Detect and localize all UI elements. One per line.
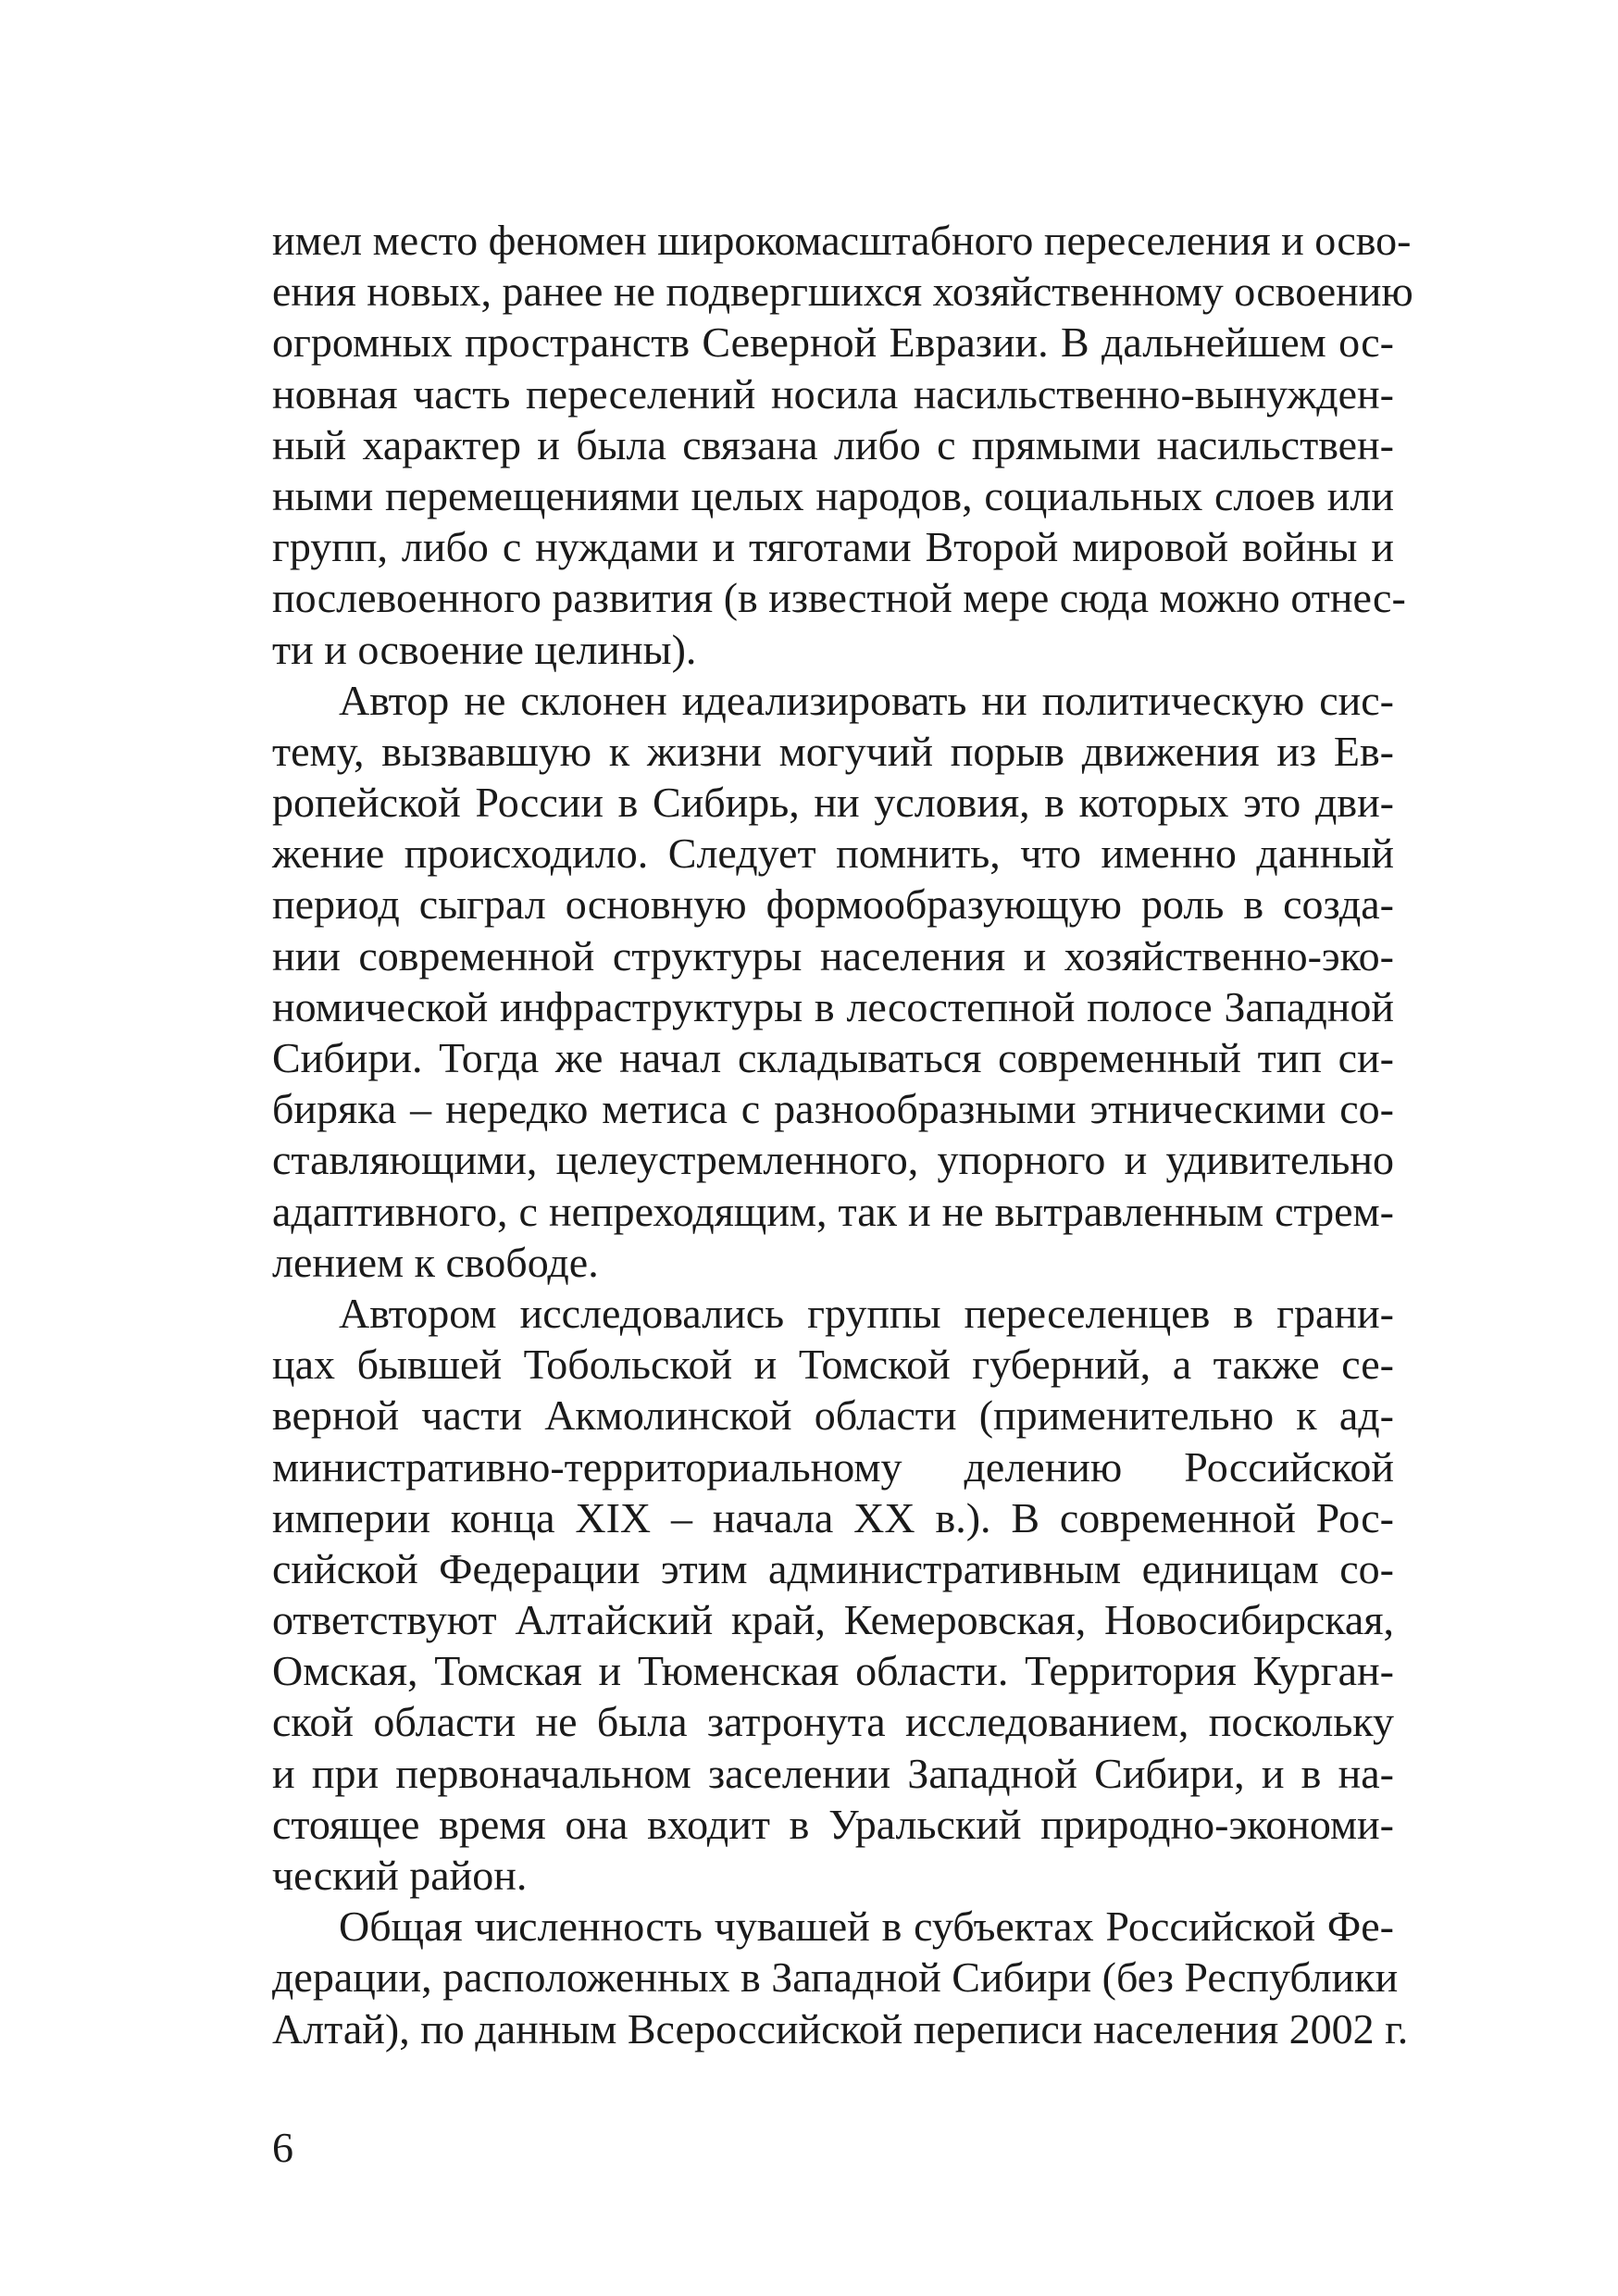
text-line: групп, либо с нуждами и тяготами Второй мировой войны и (272, 523, 1394, 571)
page-body (272, 215, 1413, 2054)
text-line: новная часть переселений носила насильственно-вынужден- (272, 369, 1394, 418)
text-line: биряка – нередко метиса с разнообразными этническими со- (272, 1085, 1394, 1133)
text-line: ти и освоение целины). (272, 625, 697, 673)
text-line: ответствуют Алтайский край, Кемеровская, Новосибирская, (272, 1596, 1394, 1644)
text-line: адаптивного, с непреходящим, так и не вытравленным стрем- (272, 1187, 1394, 1235)
paragraph-2 (272, 675, 1394, 1288)
page-number: 6 (272, 2124, 293, 2171)
text-line: период сыграл основную формообразующую роль в созда- (272, 880, 1394, 929)
text-line: Общая численность чувашей в субъектах Российской Фе- (339, 1903, 1394, 1951)
text-line: жение происходило. Следует помнить, что именно данный (272, 830, 1394, 878)
text-line: огромных пространств Северной Евразии. В дальнейшем ос- (272, 318, 1394, 367)
text-line: Автор не склонен идеализировать ни политическую сис- (339, 676, 1394, 724)
text-line: стоящее время она входит в Уральский природно-экономи- (272, 1800, 1394, 1848)
paragraph-4 (272, 1901, 1409, 2054)
text-line: верной части Акмолинской области (применительно к ад- (272, 1391, 1394, 1440)
text-line: ставляющими, целеустремленного, упорного и удивительно (272, 1136, 1394, 1184)
text-line: цах бывшей Тобольской и Томской губерний, а также се- (272, 1341, 1394, 1389)
text-line: послевоенного развития (в известной мере сюда можно отнес- (272, 574, 1406, 622)
text-line: ными перемещениями целых народов, социальных слоев или (272, 471, 1394, 519)
text-line: ения новых, ранее не подвергшихся хозяйственному освоению (272, 268, 1413, 316)
text-line: сийской Федерации этим административным единицам со- (272, 1544, 1394, 1592)
text-line: ный характер и была связана либо с прямыми насильствен- (272, 420, 1394, 468)
text-line: нии современной структуры населения и хозяйственно-эко- (272, 931, 1394, 980)
text-line: министративно-территориальному делению Российской (272, 1442, 1394, 1491)
paragraph-1 (272, 215, 1413, 675)
text-line: Автором исследовались группы переселенцев в грани- (339, 1289, 1394, 1337)
text-line: Омская, Томская и Тюменская области. Территория Курган- (272, 1647, 1394, 1695)
text-line: лением к свободе. (272, 1238, 599, 1286)
text-line: Сибири. Тогда же начал складываться современный тип си- (272, 1034, 1394, 1081)
text-line: и при первоначальном заселении Западной Сибири, и в на- (272, 1749, 1394, 1797)
text-line: Алтай), по данным Всероссийской переписи населения 2002 г. (272, 2004, 1409, 2053)
paragraph-3 (272, 1288, 1394, 1901)
text-line: ской области не была затронута исследованием, поскольку (272, 1698, 1394, 1746)
text-line: тему, вызвавшую к жизни могучий порыв движения из Ев- (272, 727, 1394, 775)
text-line: империи конца XIX – начала XX в.). В современной Рос- (272, 1493, 1394, 1541)
text-line: имел место феномен широкомасштабного переселения и осво- (272, 217, 1412, 264)
text-line: дерации, расположенных в Западной Сибири (без Республики (272, 1953, 1399, 2002)
text-line: ческий район. (272, 1852, 528, 1899)
text-line: ропейской России в Сибирь, ни условия, в которых это дви- (272, 779, 1394, 827)
text-line: номической инфраструктуры в лесостепной полосе Западной (272, 982, 1394, 1030)
